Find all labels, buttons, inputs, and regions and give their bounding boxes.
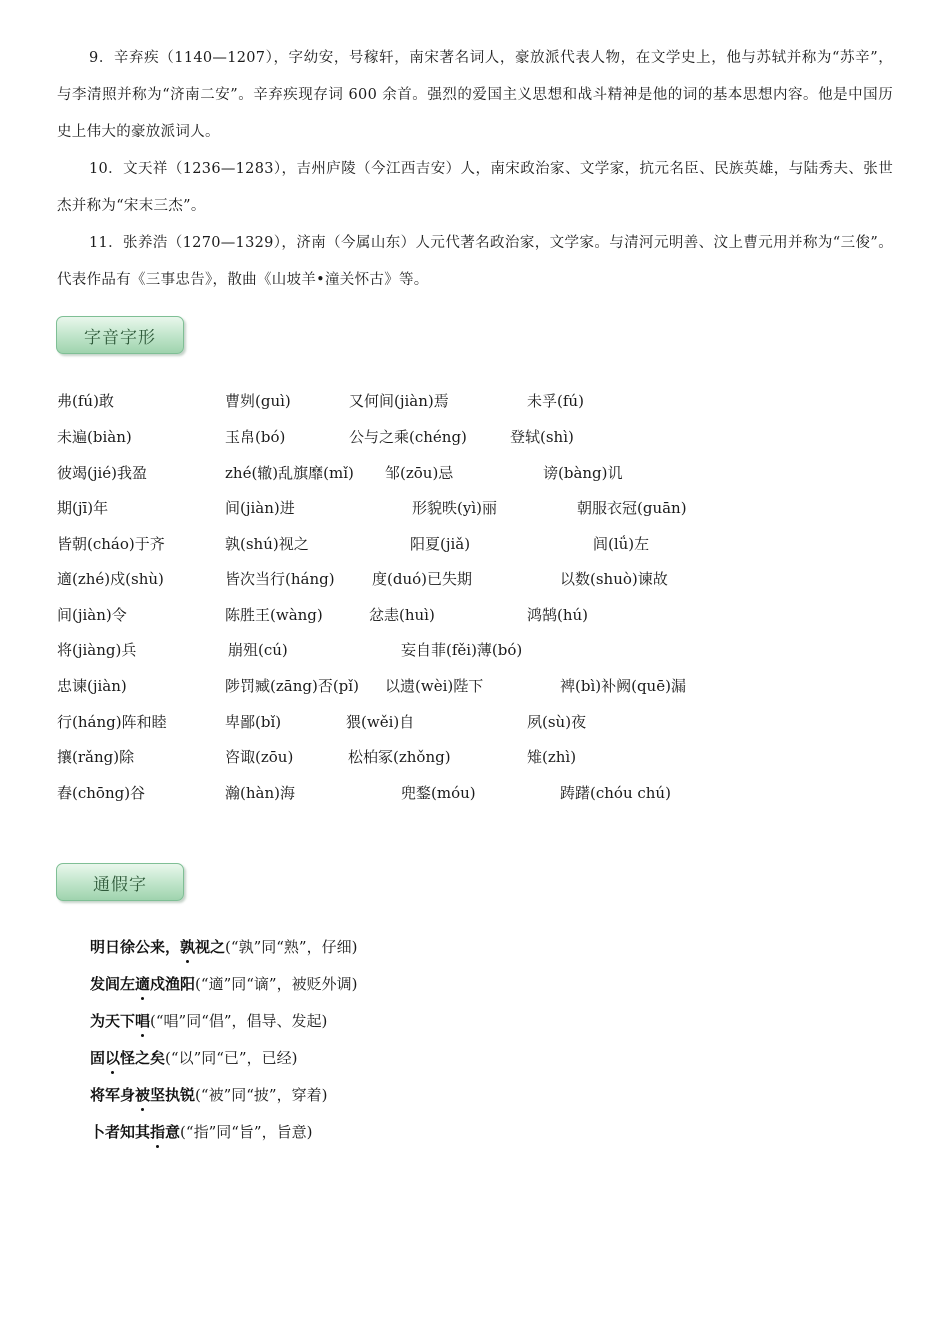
pinyin-cell: 咨诹(zōu) <box>225 748 294 766</box>
tongjiazi-note: (“以”同“已”，已经) <box>165 1049 298 1067</box>
pinyin-cell: 度(duó)已失期 <box>372 570 472 588</box>
pinyin-cell: 適(zhé)戍(shù) <box>57 570 164 588</box>
tongjiazi-sentence-pre: 卜者知其 <box>90 1123 151 1141</box>
pinyin-cell: 阳夏(jiǎ) <box>410 535 471 553</box>
pinyin-row <box>0 561 950 597</box>
pinyin-cell: 间(jiàn)令 <box>57 606 127 624</box>
tongjiazi-note: (“唱”同“倡”，倡导、发起) <box>150 1012 328 1030</box>
pinyin-cell: 鸿鹄(hú) <box>527 606 589 624</box>
pinyin-row <box>0 490 950 526</box>
pinyin-cell: 攘(rǎng)除 <box>57 748 135 766</box>
pinyin-cell: 间(jiàn)进 <box>225 499 295 517</box>
pinyin-row <box>0 632 950 668</box>
pinyin-cell: 陟罚臧(zāng)否(pǐ) <box>225 677 359 695</box>
pinyin-cell: 登轼(shì) <box>510 428 574 446</box>
tongjiazi-sentence-pre: 为天下 <box>90 1012 136 1030</box>
pinyin-row <box>0 383 950 419</box>
pinyin-cell: 踌躇(chóu chú) <box>560 784 671 802</box>
pinyin-cell: 形貌昳(yì)丽 <box>412 499 497 517</box>
pinyin-cell: 瀚(hàn)海 <box>225 784 295 802</box>
tongjiazi-item <box>90 1003 327 1040</box>
pinyin-cell: 将(jiàng)兵 <box>57 641 137 659</box>
pinyin-row <box>0 775 950 811</box>
pinyin-cell: 弗(fú)敢 <box>57 392 114 410</box>
pinyin-cell: 闾(lǘ)左 <box>593 535 650 553</box>
pinyin-cell: 期(jī)年 <box>57 499 109 517</box>
pinyin-cell: 又何间(jiàn)焉 <box>349 392 449 410</box>
pinyin-cell: 彼竭(jié)我盈 <box>57 464 148 482</box>
tongjiazi-item <box>90 929 357 966</box>
pinyin-cell: 松柏冢(zhǒng) <box>348 748 451 766</box>
bio-paragraph-11: 11．张养浩（1270—1329），济南（今属山东）人元代著名政治家，文学家。与清河元明善、汶上曹元用并称为“三俊”。代表作品有《三事忠告》，散曲《山坡羊•潼关怀古》等。 <box>57 235 893 288</box>
tongjiazi-note: (“指”同“旨”，旨意) <box>180 1123 313 1141</box>
section-heading-zyzx <box>56 316 184 354</box>
pinyin-cell: 以遗(wèi)陛下 <box>385 677 484 695</box>
pinyin-cell: 以数(shuò)谏故 <box>560 570 668 588</box>
tongjiazi-item <box>90 966 357 1003</box>
pinyin-cell: 陈胜王(wàng) <box>225 606 323 624</box>
pinyin-cell: 曹刿(guì) <box>225 392 291 410</box>
tongjiazi-dotted-char: 孰 <box>180 929 195 966</box>
pinyin-cell: 未孚(fú) <box>527 392 584 410</box>
tongjiazi-sentence-post: 视之 <box>195 938 226 956</box>
pinyin-cell: 谤(bàng)讥 <box>543 464 623 482</box>
section-heading-tjz <box>56 863 184 901</box>
tongjiazi-item <box>90 1114 312 1151</box>
pinyin-row <box>0 419 950 455</box>
pinyin-cell: 玉帛(bó) <box>225 428 286 446</box>
tongjiazi-sentence-post: 戍渔阳 <box>150 975 196 993</box>
bio-paragraph-10: 10．文天祥（1236—1283），吉州庐陵（今江西吉安）人，南宋政治家、文学家，抗元名臣、民族英雄，与陆秀夫、张世杰并称为“宋末三杰”。 <box>57 161 893 214</box>
tongjiazi-sentence-post: 意 <box>165 1123 181 1141</box>
pinyin-cell: 卑鄙(bǐ) <box>225 713 282 731</box>
tongjiazi-sentence-pre: 固 <box>90 1049 106 1067</box>
pinyin-cell: 忿恚(huì) <box>369 606 435 624</box>
tongjiazi-sentence-post: 坚执锐 <box>150 1086 196 1104</box>
tongjiazi-sentence-pre: 将军身 <box>90 1086 136 1104</box>
pinyin-cell: 公与之乘(chéng) <box>349 428 467 446</box>
pinyin-row <box>0 739 950 775</box>
pinyin-cell: 兜鍪(móu) <box>401 784 476 802</box>
pinyin-cell: 雉(zhì) <box>527 748 577 766</box>
tongjiazi-sentence-post: 怪之矣 <box>120 1049 166 1067</box>
pinyin-cell: 邹(zōu)忌 <box>385 464 454 482</box>
pinyin-cell: 行(háng)阵和睦 <box>57 713 167 731</box>
tongjiazi-dotted-char: 以 <box>105 1040 120 1077</box>
section-heading-zyzx-label: 字音字形 <box>84 327 156 348</box>
section-heading-tjz-label: 通假字 <box>93 874 147 895</box>
pinyin-row <box>0 455 950 491</box>
pinyin-cell: 夙(sù)夜 <box>527 713 587 731</box>
tongjiazi-item <box>90 1040 297 1077</box>
pinyin-row <box>0 704 950 740</box>
tongjiazi-sentence-pre: 明日徐公来， <box>90 938 181 956</box>
tongjiazi-item <box>90 1077 327 1114</box>
pinyin-cell: 猥(wěi)自 <box>346 713 415 731</box>
pinyin-cell: 朝服衣冠(guān) <box>577 499 687 517</box>
pinyin-cell: 皆次当行(háng) <box>225 570 335 588</box>
pinyin-row <box>0 668 950 704</box>
pinyin-cell: 裨(bì)补阙(quē)漏 <box>560 677 686 695</box>
pinyin-cell: 皆朝(cháo)于齐 <box>57 535 165 553</box>
bio-paragraph-9: 9．辛弃疾（1140—1207），字幼安，号稼轩，南宋著名词人，豪放派代表人物，在文学史上，他与苏轼并称为“苏辛”，与李清照并称为“济南二安”。辛弃疾现存词 600 余首。强烈的爱国主义思想和战斗精神是他的词的基本思想内容。他是中国历史上伟大的豪放派词人。 <box>57 50 893 140</box>
pinyin-cell: 未遍(biàn) <box>57 428 132 446</box>
pinyin-cell: 孰(shú)视之 <box>225 535 309 553</box>
pinyin-cell: 舂(chōng)谷 <box>57 784 146 802</box>
tongjiazi-dotted-char: 適 <box>135 966 150 1003</box>
tongjiazi-note: (“適”同“谪”，被贬外调) <box>195 975 358 993</box>
tongjiazi-note: (“被”同“披”，穿着) <box>195 1086 328 1104</box>
tongjiazi-dotted-char: 唱 <box>135 1003 150 1040</box>
tongjiazi-dotted-char: 被 <box>135 1077 150 1114</box>
pinyin-cell: 妄自菲(fěi)薄(bó) <box>401 641 523 659</box>
pinyin-cell: 忠谏(jiàn) <box>57 677 127 695</box>
pinyin-cell: zhé(辙)乱旗靡(mǐ) <box>225 464 354 482</box>
tongjiazi-dotted-char: 指 <box>150 1114 165 1151</box>
tongjiazi-sentence-pre: 发闾左 <box>90 975 136 993</box>
pinyin-row <box>0 526 950 562</box>
tongjiazi-note: (“孰”同“熟”，仔细) <box>225 938 358 956</box>
pinyin-cell: 崩殂(cú) <box>228 641 288 659</box>
pinyin-row <box>0 597 950 633</box>
